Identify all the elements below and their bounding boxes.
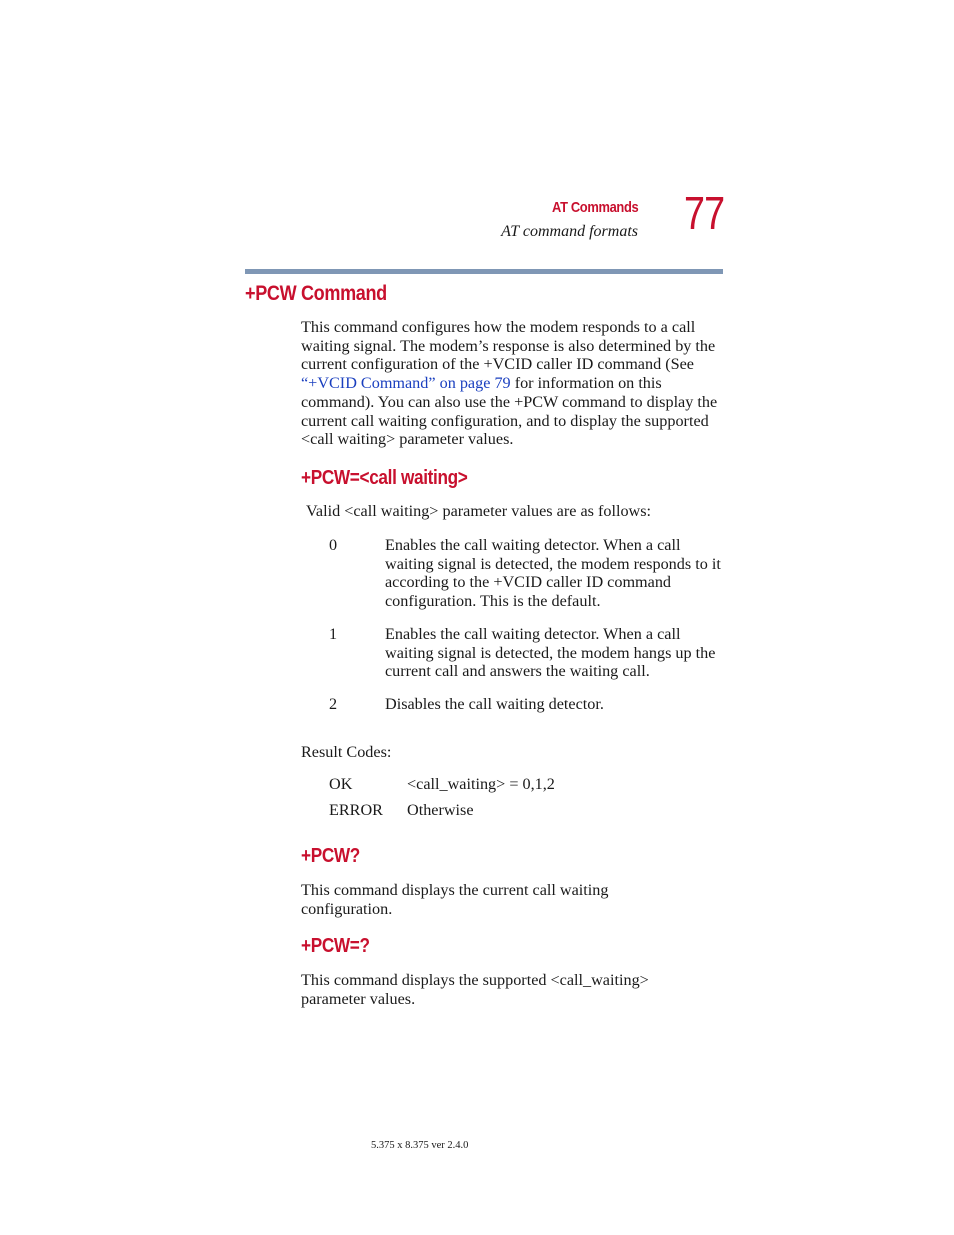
query-command-heading: +PCW? [301,845,360,867]
intro-paragraph [301,318,731,449]
value-number: 0 [329,536,338,554]
result-codes-label: Result Codes: [301,743,392,761]
value-number: 2 [329,695,338,713]
value-number: 1 [329,625,338,643]
vcid-cross-reference-link[interactable]: “+VCID Command” on page 79 [301,374,511,393]
section-heading: +PCW Command [245,282,387,305]
running-header-title: AT Commands [551,199,638,216]
set-command-heading: +PCW=<call waiting> [301,467,468,489]
result-code: ERROR [329,801,383,819]
running-header-subtitle: AT command formats [501,223,638,240]
result-code-description: Otherwise [407,801,474,819]
section-rule [245,269,723,274]
test-command-text: This command displays the supported <call_waiting> parameter values. [301,971,649,1008]
query-command-text: This command displays the current call waiting configuration. [301,881,609,918]
test-command-heading: +PCW=? [301,935,370,957]
result-code: OK [329,775,353,793]
intro-text-start: This command configures how the modem responds to a call waiting signal. The modem’s response is also determined by the current configuration of the +VCID caller ID command (See [301,318,716,374]
result-code-description: <call_waiting> = 0,1,2 [407,775,555,793]
value-description: Disables the call waiting detector. [385,695,604,713]
value-description: Enables the call waiting detector. When a call waiting signal is detected, the modem hangs up the current call and answers the waiting call. [385,625,716,681]
value-description: Enables the call waiting detector. When a call waiting signal is detected, the modem responds to it according to the +VCID caller ID command configuration. This is the default. [385,536,721,611]
footer-version: 5.375 x 8.375 ver 2.4.0 [371,1140,469,1151]
page-number: 77 [684,187,725,239]
set-command-intro: Valid <call waiting> parameter values are as follows: [306,502,652,520]
intro-text-end: for information on this command). You can also use the +PCW command to display the current call waiting configuration, and to display the supported <call waiting> parameter values. [301,374,718,449]
